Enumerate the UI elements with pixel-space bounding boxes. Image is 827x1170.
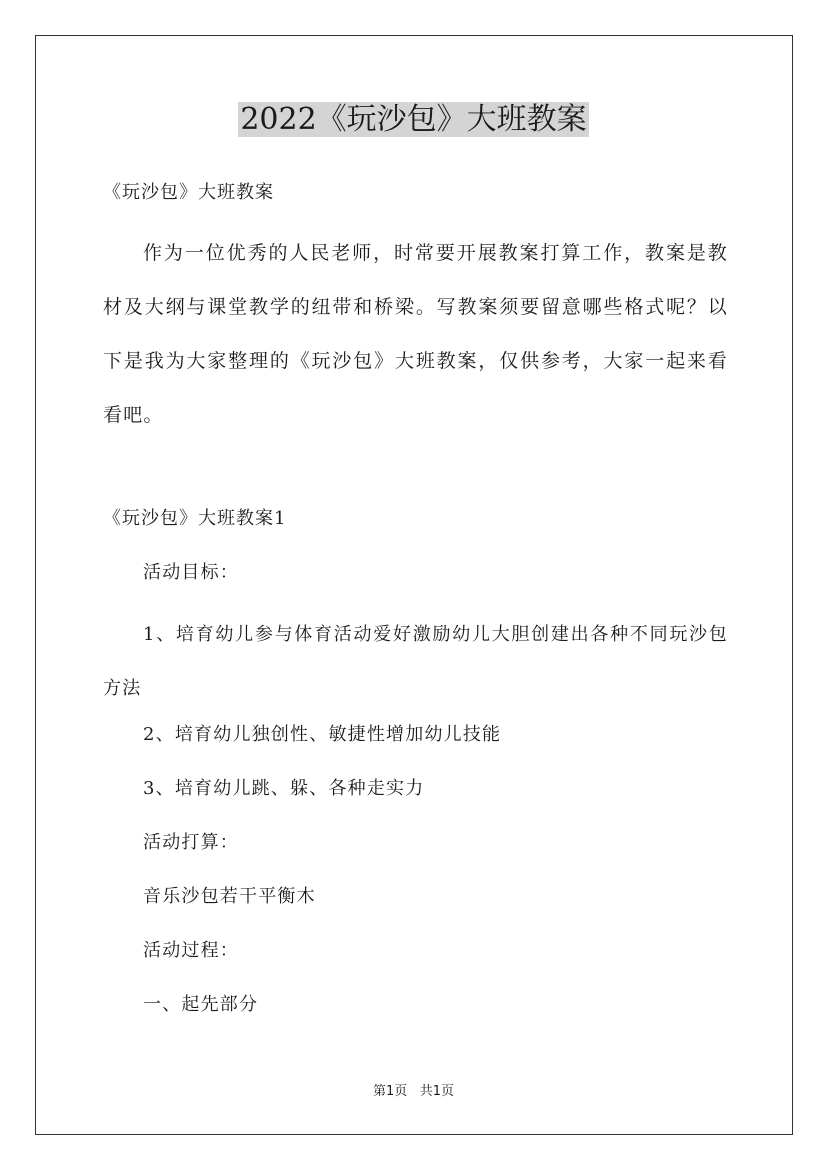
lesson-body: [103, 554, 728, 1040]
page-footer: [0, 1083, 827, 1101]
paragraph-activity-process: 活动过程：: [143, 940, 239, 961]
page-total: 共1页: [419, 1084, 454, 1099]
paragraph-goal-1: 1、培育幼儿参与体育活动爱好激励幼儿大胆创建出各种不同玩沙包方法: [103, 624, 728, 699]
document-subtitle: 《玩沙包》大班教案: [103, 182, 274, 203]
paragraph-goal-3: 3、培育幼儿跳、躲、各种走实力: [143, 778, 425, 799]
paragraph-materials: 音乐沙包若干平衡木: [143, 886, 316, 907]
intro-paragraph: 作为一位优秀的人民老师，时常要开展教案打算工作，教案是教材及大纲与课堂教学的纽带和桥梁。写教案须要留意哪些格式呢？以下是我为大家整理的《玩沙包》大班教案，仅供参考，大家一起来看看吧。: [103, 242, 728, 426]
paragraph-activity-goals: 活动目标：: [143, 562, 239, 583]
paragraph-goal-2: 2、培育幼儿独创性、敏捷性增加幼儿技能: [143, 724, 502, 745]
page-number: 第1页: [373, 1084, 408, 1099]
document-title: [0, 100, 827, 140]
document-title-text: 2022《玩沙包》大班教案: [240, 102, 587, 137]
section-heading: 《玩沙包》大班教案1: [103, 508, 287, 529]
paragraph-activity-prep: 活动打算：: [143, 832, 239, 853]
paragraph-start-part: 一、起先部分: [143, 994, 259, 1015]
